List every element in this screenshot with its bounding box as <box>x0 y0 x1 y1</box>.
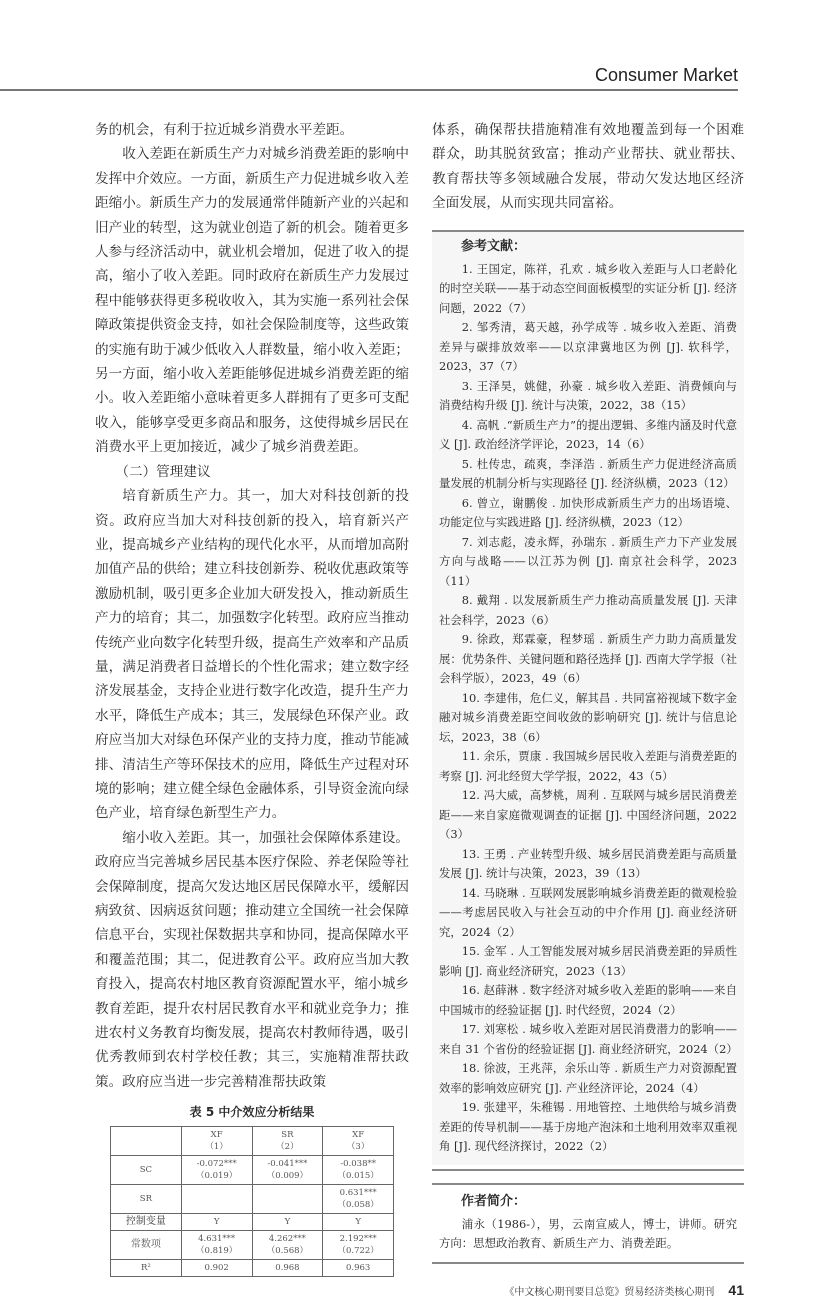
reference-item: 6. 曾立，谢鹏俊 . 加快形成新质生产力的出场语境、功能定位与实践进路 [J]. 经济纵横，2023（12） <box>439 495 737 530</box>
reference-item: 18. 徐波，王兆萍，余乐山等 . 新质生产力对资源配置效率的影响效应研究 [J]. 产业经济评论，2024（4） <box>439 1061 737 1095</box>
table-cell: Y <box>323 1214 394 1231</box>
reference-item: 19. 张建平，朱稚锡 . 用地管控、土地供给与城乡消费差距的传导机制——基于房地产泡沫和土地利用效率双重视角 [J]. 现代经济探讨，2022（2） <box>439 1100 737 1154</box>
reference-item: 9. 徐政，郑霖豪，程梦瑶 . 新质生产力助力高质量发展：优势条件、关键问题和路径选择 [J]. 西南大学学报（社会科学版），2023，49（6） <box>439 632 737 686</box>
page-number: 41 <box>728 1281 744 1298</box>
table-row <box>111 1185 394 1214</box>
row-label: 控制变量 <box>111 1214 182 1231</box>
paragraph: 收入差距在新质生产力对城乡消费差距的影响中发挥中介效应。一方面，新质生产力促进城乡收入差距缩小。新质生产力的发展通常伴随新产业的兴起和旧产业的转型，这为就业创造了新的机会。随着更多人参与经济活动中，就业机会增加，促进了收入的提高，缩小了收入差距。同时政府在新质生产力发展过程中能够获得更多税收收入，其为实施一系列社会保障政策提供资金支持，如社会保险制度等，这些政策的实施有助于减少低收入人群数量，缩小收入差距；另一方面，缩小收入差距能够促进城乡消费差距的缩小。收入差距缩小意味着更多人群拥有了更多可支配收入，能够享受更多商品和服务，这使得城乡居民在消费水平上更加接近，减少了城乡消费差距。 <box>95 146 409 456</box>
reference-item: 1. 王国定，陈祥，孔欢 . 城乡收入差距与人口老龄化的时空关联——基于动态空间面板模型的实证分析 [J]. 经济问题，2022（7） <box>439 261 737 315</box>
table-cell: 4.631*** （0.819） <box>181 1231 252 1260</box>
table-title: 表 5 中介效应分析结果 <box>189 1105 315 1120</box>
footer-text: 《中文核心期刊要目总览》贸易经济类核心期刊 <box>504 1286 715 1298</box>
table-cell: SR （2） <box>252 1127 323 1156</box>
table-cell: 4.262*** （0.568） <box>252 1231 323 1260</box>
right-column <box>432 118 744 1301</box>
reference-item: 14. 马晓琳 . 互联网发展影响城乡消费差距的微观检验——考虑居民收入与社会互动的中介作用 [J]. 商业经济研究，2024（2） <box>439 885 737 939</box>
table-row <box>111 1214 394 1231</box>
author-heading: 作者简介： <box>461 1193 527 1209</box>
reference-item: 17. 刘寒松 . 城乡收入差距对居民消费潜力的影响——来自 31 个省份的经验证据 [J]. 商业经济研究，2024（2） <box>439 1022 738 1056</box>
reference-item: 11. 余乐，贾康 . 我国城乡居民收入差距与消费差距的考察 [J]. 河北经贸大学学报，2022，43（5） <box>439 749 737 783</box>
author-bio: 浦永（1986-），男，云南宣威人，博士，讲师。研究方向：思想政治教育、新质生产力、消费差距。 <box>439 1216 737 1251</box>
row-label: 常数项 <box>111 1231 182 1260</box>
references-box <box>432 230 744 1165</box>
row-label: R² <box>111 1260 182 1277</box>
footer <box>432 1282 744 1301</box>
reference-item: 2. 邹秀清，葛天越，孙学成等 . 城乡收入差距、消费差异与碳排放效率——以京津冀地区为例 [J]. 软科学，2023，37（7） <box>439 320 737 374</box>
reference-item: 4. 高帆 .“新质生产力”的提出逻辑、多维内涵及时代意义 [J]. 政治经济学评论，2023，14（6） <box>439 417 737 452</box>
paragraph: 培育新质生产力。其一，加大对科技创新的投资。政府应当加大对科技创新的投入，培育新兴产业，提高城乡产业结构的现代化水平，从而增加高附加值产品的供给；建立科技创新券、税收优惠政策等激励机制，吸引更多企业加大研发投入，推动新质生产力的培育；其二，加强数字化转型。政府应当推动传统产业向数字化转型升级，提高生产效率和产品质量，满足消费者日益增长的个性化需求；建立数字经济发展基金，支持企业进行数字化改造，提升生产力水平，降低生产成本；其三，发展绿色环保产业。政府应当加大对绿色环保产业的支持力度，推动节能减排、清洁生产等环保技术的应用，降低生产过程对环境的影响；建立健全绿色金融体系，引导资金流向绿色产业，培育绿色新型生产力。 <box>95 488 409 822</box>
table-cell: -0.038** （0.015） <box>323 1156 394 1185</box>
reference-item: 10. 李建伟，危仁义，解其昌 . 共同富裕视域下数字金融对城乡消费差距空间收敛的影响研究 [J]. 统计与信息论坛，2023，38（6） <box>439 690 737 744</box>
table-row <box>111 1231 394 1260</box>
table-cell: Y <box>181 1214 252 1231</box>
table-row <box>111 1260 394 1277</box>
table-cell: XF （3） <box>323 1127 394 1156</box>
section-heading: （二）管理建议 <box>115 463 211 480</box>
reference-item: 8. 戴翔 . 以发展新质生产力推动高质量发展 [J]. 天津社会科学，2023（6） <box>439 593 737 627</box>
table-cell: -0.041*** （0.009） <box>252 1156 323 1185</box>
author-box <box>432 1185 744 1262</box>
references-heading: 参考文献： <box>461 238 527 254</box>
table-cell: Y <box>252 1214 323 1231</box>
divider <box>432 1169 744 1171</box>
table-cell: 0.902 <box>181 1260 252 1277</box>
reference-item: 16. 赵薛淋 . 数字经济对城乡收入差距的影响——来自中国城市的经验证据 [J]. 时代经贸，2024（2） <box>439 983 737 1017</box>
table-cell: 0.968 <box>252 1260 323 1277</box>
header-divider <box>0 89 738 91</box>
divider <box>432 1262 744 1264</box>
reference-item: 5. 杜传忠，疏爽，李泽浩 . 新质生产力促进经济高质量发展的机制分析与实现路径 [J]. 经济纵横，2023（12） <box>439 456 737 491</box>
reference-item: 13. 王勇 . 产业转型升级、城乡居民消费差距与高质量发展 [J]. 统计与决策，2023，39（13） <box>439 846 737 881</box>
row-label: SC <box>111 1156 182 1185</box>
table-cell: 0.631*** （0.058） <box>323 1185 394 1214</box>
references-list <box>439 260 737 1157</box>
table-cell: 0.963 <box>323 1260 394 1277</box>
paragraph: 缩小收入差距。其一，加强社会保障体系建设。政府应当完善城乡居民基本医疗保险、养老保险等社会保障制度，提高欠发达地区居民保障水平，缓解因病致贫、因病返贫问题；推动建立全国统一社会保障信息平台，实现社保数据共享和协同，提高保障水平和覆盖范围；其二，促进教育公平。政府应当加大教育投入，提高农村地区教育资源配置水平，缩小城乡教育差距，提升农村居民教育水平和就业竞争力；推进农村义务教育均衡发展，提高农村教师待遇，吸引优秀教师到农村学校任教；其三，实施精准帮扶政策。政府应当进一步完善精准帮扶政策 <box>95 829 409 1090</box>
reference-item: 12. 冯大威，高梦桃，周利 . 互联网与城乡居民消费差距——来自家庭微观调查的证据 [J]. 中国经济问题，2022（3） <box>439 788 737 842</box>
journal-title: Consumer Market <box>594 65 738 85</box>
left-column <box>95 118 409 1277</box>
reference-item: 15. 金军 . 人工智能发展对城乡居民消费差距的异质性影响 [J]. 商业经济研究，2023（13） <box>439 944 737 978</box>
table-cell: 2.192*** （0.722） <box>323 1231 394 1260</box>
reference-item: 7. 刘志彪，凌永辉，孙瑞东 . 新质生产力下产业发展方向与战略——以江苏为例 [J]. 南京社会科学，2023（11） <box>439 534 737 588</box>
table-row <box>111 1156 394 1185</box>
table-cell: -0.072*** （0.019） <box>181 1156 252 1185</box>
table-cell: XF （1） <box>181 1127 252 1156</box>
table-header-row <box>111 1127 394 1156</box>
mediation-table <box>110 1126 394 1277</box>
row-label: SR <box>111 1185 182 1214</box>
paragraph: 务的机会，有利于拉近城乡消费水平差距。 <box>95 122 354 138</box>
reference-item: 3. 王泽昊，姚健，孙豪 . 城乡收入差距、消费倾向与消费结构升级 [J]. 统计与决策，2022，38（15） <box>439 378 737 413</box>
paragraph: 体系，确保帮扶措施精准有效地覆盖到每一个困难群众，助其脱贫致富；推动产业帮扶、就业帮扶、教育帮扶等多领域融合发展，带动欠发达地区经济全面发展，从而实现共同富裕。 <box>432 122 744 212</box>
